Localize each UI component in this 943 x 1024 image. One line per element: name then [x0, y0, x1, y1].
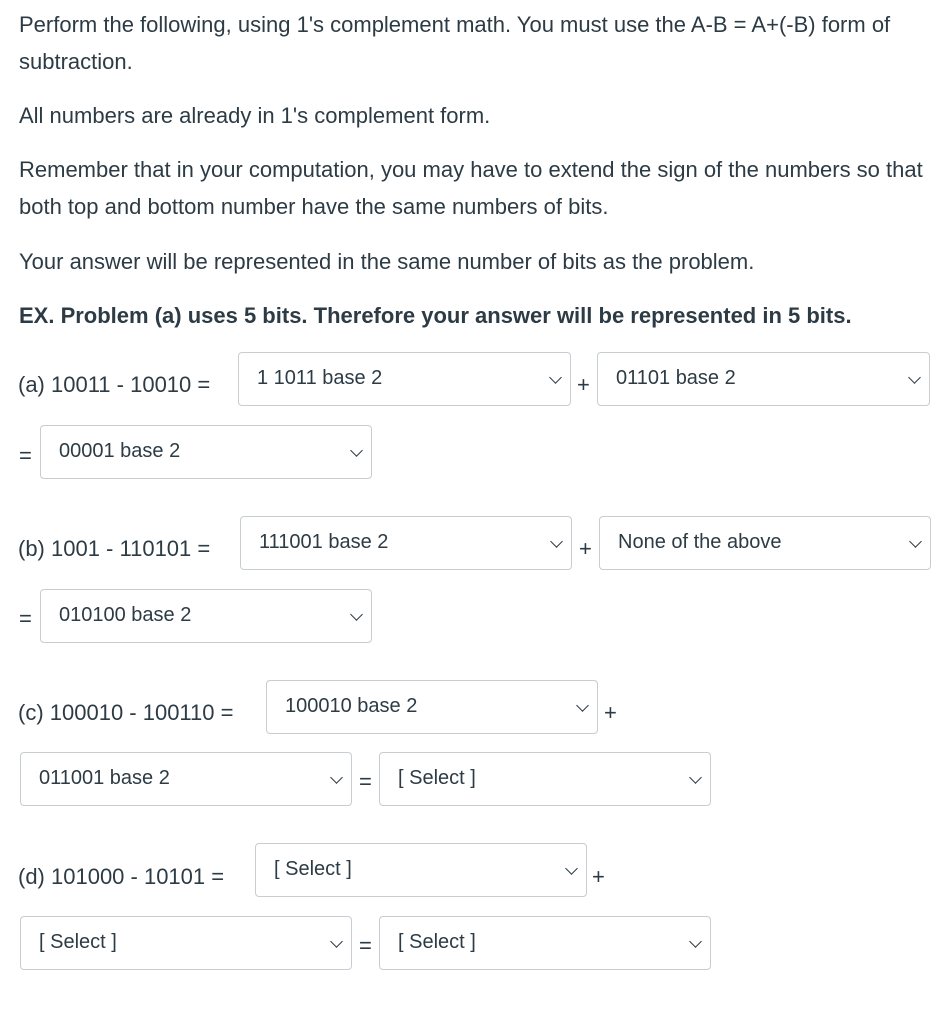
problem-b-label: (b) 1001 - 110101 = [18, 536, 211, 561]
selected-value: [ Select ] [398, 767, 476, 789]
plus-sign: + [579, 536, 592, 561]
chevron-down-icon [350, 608, 363, 621]
selected-value: 011001 base 2 [39, 767, 170, 789]
problem-a-label: (a) 10011 - 10010 = [18, 372, 211, 397]
chevron-down-icon [689, 771, 702, 784]
chevron-down-icon [908, 371, 921, 384]
chevron-down-icon [549, 371, 562, 384]
problem-a-negation-select[interactable] [597, 352, 930, 406]
problem-b-negation-select[interactable] [599, 516, 931, 570]
chevron-down-icon [330, 935, 343, 948]
selected-value: None of the above [618, 531, 782, 553]
problem-c-negation-select[interactable] [20, 752, 352, 806]
selected-value: 010100 base 2 [59, 604, 192, 626]
chevron-down-icon [550, 535, 563, 548]
selected-value: [ Select ] [39, 931, 117, 953]
selected-value: 100010 base 2 [285, 695, 418, 717]
instruction-1: Perform the following, using 1's complement math. You must use the A-B = A+(-B) form of subtraction. [19, 12, 891, 74]
problem-c-result-select[interactable] [379, 752, 711, 806]
problem-d-operand-select[interactable] [255, 843, 587, 897]
equals-sign: = [359, 769, 372, 794]
selected-value: [ Select ] [398, 931, 476, 953]
instruction-2: All numbers are already in 1's complement form. [19, 103, 491, 128]
problem-c-label: (c) 100010 - 100110 = [18, 700, 234, 725]
instruction-4: Your answer will be represented in the same number of bits as the problem. [19, 249, 755, 274]
problem-d-label: (d) 101000 - 10101 = [18, 864, 225, 889]
selected-value: [ Select ] [274, 858, 352, 880]
chevron-down-icon [330, 771, 343, 784]
chevron-down-icon [909, 535, 922, 548]
problem-b-operand-select[interactable] [240, 516, 572, 570]
chevron-down-icon [565, 862, 578, 875]
example-note: EX. Problem (a) uses 5 bits. Therefore your answer will be represented in 5 bits. [19, 303, 852, 328]
plus-sign: + [577, 372, 590, 397]
selected-value: 00001 base 2 [59, 440, 181, 462]
instruction-3: Remember that in your computation, you may have to extend the sign of the numbers so that both top and bottom number have the same numbers of bits. [19, 157, 923, 219]
chevron-down-icon [350, 444, 363, 457]
selected-value: 1 1011 base 2 [257, 367, 383, 389]
chevron-down-icon [576, 699, 589, 712]
selected-value: 111001 base 2 [259, 531, 389, 553]
problem-d-result-select[interactable] [379, 916, 711, 970]
equals-sign: = [19, 606, 32, 631]
problem-c-operand-select[interactable] [266, 680, 598, 734]
problem-a-result-select[interactable] [40, 425, 372, 479]
equals-sign: = [359, 933, 372, 958]
chevron-down-icon [689, 935, 702, 948]
equals-sign: = [19, 443, 32, 468]
plus-sign: + [592, 864, 605, 889]
problem-b-result-select[interactable] [40, 589, 372, 643]
problem-d-negation-select[interactable] [20, 916, 352, 970]
plus-sign: + [604, 700, 617, 725]
problem-a-operand-select[interactable] [238, 352, 571, 406]
selected-value: 01101 base 2 [616, 367, 736, 389]
